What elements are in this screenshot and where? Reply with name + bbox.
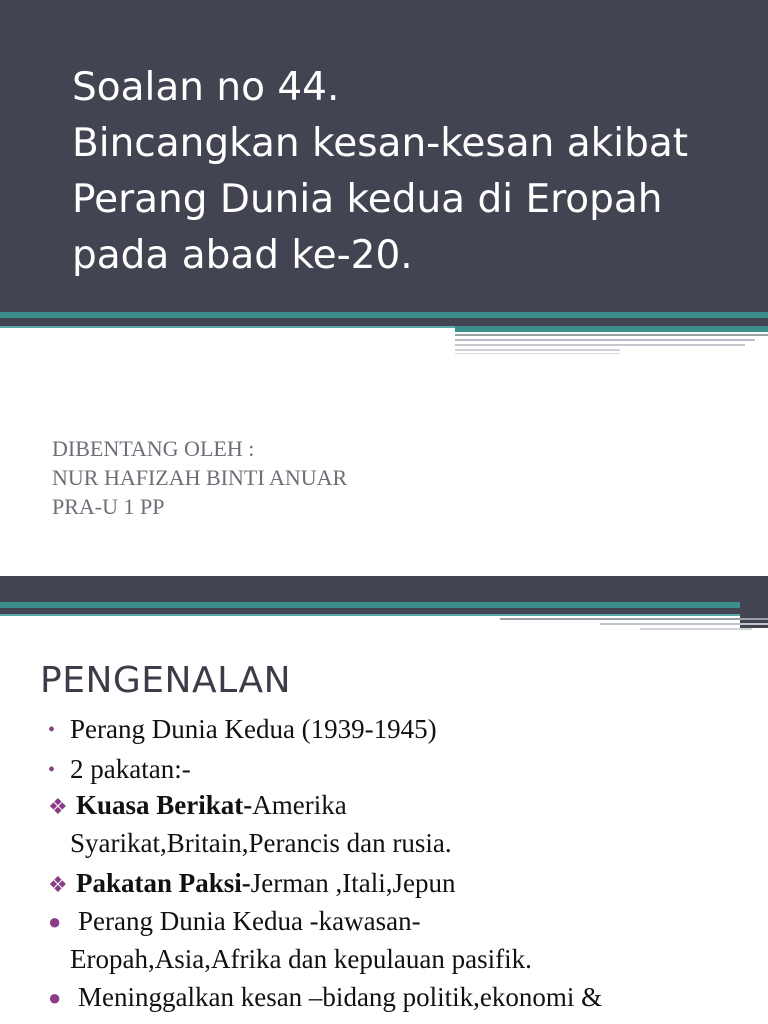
title-line-2: Bincangkan kesan-kesan akibat xyxy=(72,121,689,166)
bullet-text: 2 pakatan:- xyxy=(70,754,191,784)
decor-stripe xyxy=(455,344,745,346)
credit-line-1: DIBENTANG OLEH : xyxy=(52,436,255,461)
decor-stripe xyxy=(455,349,620,351)
item-text: Perang Dunia Kedua -kawasan- xyxy=(78,906,421,936)
slide-title xyxy=(72,60,752,284)
section-heading: PENGENALAN xyxy=(40,660,292,701)
list-item xyxy=(48,790,763,828)
item-bold-text: Kuasa Berikat- xyxy=(76,790,253,820)
decor-stripe xyxy=(455,334,768,336)
decor-stripe xyxy=(455,353,620,354)
list-item xyxy=(48,906,763,944)
decor-stripe xyxy=(500,618,768,620)
circle-bullet-icon: ● xyxy=(48,985,62,1010)
list-item xyxy=(48,868,763,906)
title-band xyxy=(0,0,768,312)
title-line-3: Perang Dunia kedua di Eropah xyxy=(72,177,663,222)
circle-bullet-icon: ● xyxy=(48,909,62,934)
presenter-credits xyxy=(52,434,347,521)
slide-gap xyxy=(0,560,768,576)
list-item xyxy=(48,714,763,754)
credit-line-2: NUR HAFIZAH BINTI ANUAR xyxy=(52,465,348,490)
item-text: Jerman ,Itali,Jepun xyxy=(250,868,456,898)
header-band xyxy=(0,576,768,602)
content-slide xyxy=(0,576,768,1024)
title-line-4: pada abad ke-20. xyxy=(72,233,413,278)
decor-stripe xyxy=(455,339,755,341)
decor-stripe xyxy=(455,326,768,332)
slide-body xyxy=(48,714,763,1020)
credit-line-3: PRA-U 1 PP xyxy=(52,494,165,519)
list-item xyxy=(48,754,763,790)
item-text: Meninggalkan kesan –bidang politik,ekonomi & xyxy=(78,982,603,1012)
item-text: Syarikat,Britain,Perancis dan rusia. xyxy=(70,828,452,858)
item-text: Amerika xyxy=(252,790,347,820)
bullet-dot-icon: • xyxy=(48,759,56,781)
list-item xyxy=(48,982,763,1020)
title-line-1: Soalan no 44. xyxy=(72,65,340,110)
list-item-continuation xyxy=(48,828,763,868)
diamond-bullet-icon: ❖ xyxy=(48,872,68,897)
diamond-bullet-icon: ❖ xyxy=(48,794,68,819)
decor-stripe xyxy=(0,614,740,616)
item-bold-text: Pakatan Paksi- xyxy=(76,868,251,898)
decor-stripe xyxy=(740,576,768,628)
list-item-continuation xyxy=(48,944,763,982)
bullet-text: Perang Dunia Kedua (1939-1945) xyxy=(70,714,437,744)
decor-stripe xyxy=(640,628,752,630)
decor-stripe xyxy=(0,318,768,326)
bullet-dot-icon: • xyxy=(48,719,56,741)
item-text: Eropah,Asia,Afrika dan kepulauan pasifik. xyxy=(70,944,532,974)
decor-stripe xyxy=(600,623,768,625)
